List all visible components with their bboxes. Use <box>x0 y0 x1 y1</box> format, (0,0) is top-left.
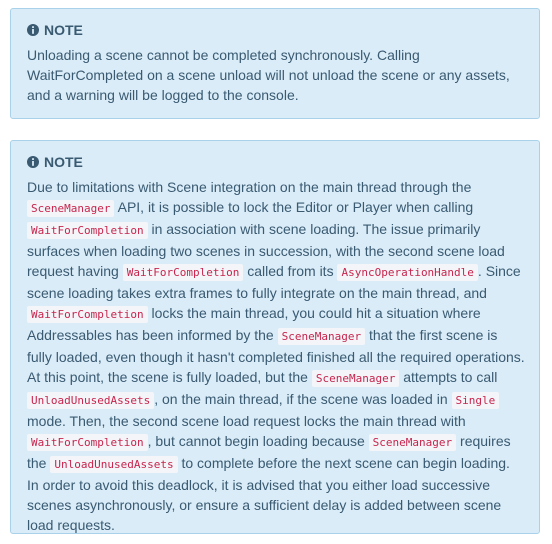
note-text: , on the main thread, if the scene was loaded in <box>154 391 452 407</box>
note-title <box>27 153 525 171</box>
note-text: , but cannot begin loading because <box>147 433 369 449</box>
note-text: requires the <box>27 433 511 471</box>
note-text: locks the main thread, you could hit a situation where Addressables has been informed by the <box>27 305 481 343</box>
inline-code: WaitForCompletion <box>27 306 148 323</box>
inline-code: UnloadUnusedAssets <box>50 456 177 473</box>
info-icon <box>27 24 39 36</box>
inline-code: WaitForCompletion <box>27 222 148 239</box>
note-text: API, it is possible to lock the Editor or Player when calling <box>114 199 474 215</box>
note-text: . Since scene loading takes extra frames to fully integrate on the main thread, and <box>27 263 521 301</box>
note-text: mode. Then, the second scene load request locks the main thread with <box>27 413 466 429</box>
note-title-label: NOTE <box>44 154 83 170</box>
note-text: Unloading a scene cannot be completed synchronously. Calling WaitForCompleted on a scene unload will not unload the scene or any assets, and a warning will be logged to the console. <box>27 47 510 103</box>
inline-code: AsyncOperationHandle <box>337 264 477 281</box>
inline-code: Single <box>452 392 500 409</box>
inline-code: SceneManager <box>278 328 365 345</box>
note-body <box>27 177 525 535</box>
note-callout-2 <box>10 140 540 534</box>
note-text: to complete before the next scene can begin loading. In order to avoid this deadlock, it is advised that you either load successive scenes asynchronously, or ensure a sufficient delay is added between scene load requests. <box>27 455 510 533</box>
note-callout-1 <box>10 8 540 119</box>
inline-code: WaitForCompletion <box>123 264 244 281</box>
note-text: Due to limitations with Scene integration on the main thread through the <box>27 179 472 195</box>
inline-code: SceneManager <box>312 370 399 387</box>
inline-code: SceneManager <box>369 434 456 451</box>
inline-code: SceneManager <box>27 200 114 217</box>
inline-code: UnloadUnusedAssets <box>27 392 154 409</box>
note-text: attempts to call <box>399 369 498 385</box>
inline-code: WaitForCompletion <box>27 434 148 451</box>
note-body <box>27 45 525 105</box>
note-text: in association with scene loading. The issue primarily surfaces when loading two scenes in succession, with the second scene load request having <box>27 221 505 279</box>
note-text: that the first scene is fully loaded, even though it hasn't completed finished all the required operations. At this point, the scene is fully loaded, but the <box>27 327 525 385</box>
note-title <box>27 21 525 39</box>
info-icon <box>27 156 39 168</box>
note-text: called from its <box>243 263 338 279</box>
note-title-label: NOTE <box>44 22 83 38</box>
